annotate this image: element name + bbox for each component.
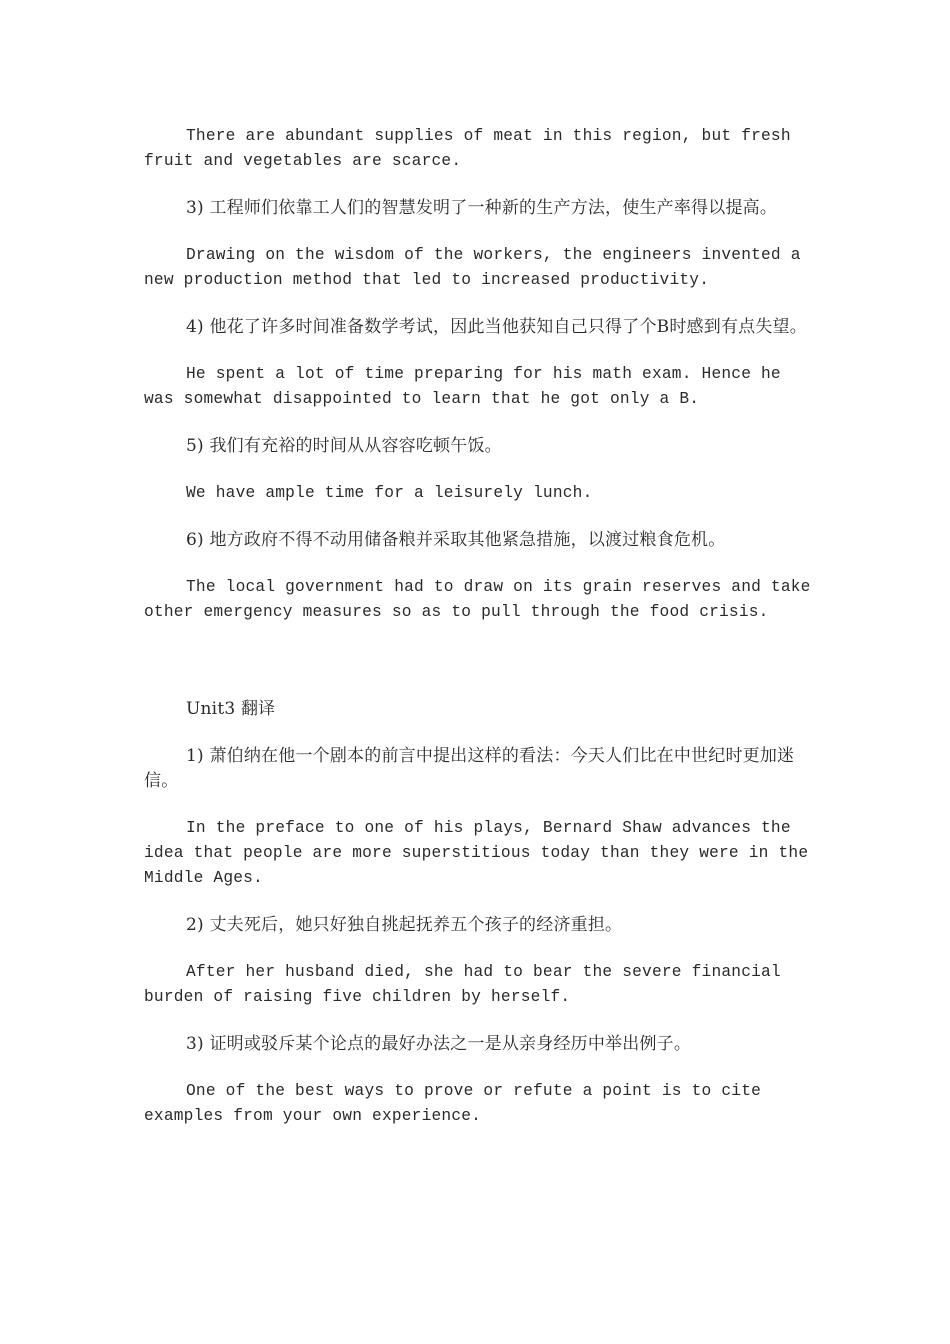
english-translation-paragraph: One of the best ways to prove or refute a point is to cite examples from your own experience. [144,1082,762,1125]
chinese-sentence-paragraph: 2) 丈夫死后，她只好独自挑起抚养五个孩子的经济重担。 [186,915,623,935]
section-heading: Unit3 翻译 [186,699,276,719]
chinese-sentence-paragraph: 4) 他花了许多时间准备数学考试，因此当他获知自己只得了个B时感到有点失望。 [186,317,807,337]
chinese-sentence-paragraph: 3) 工程师们依靠工人们的智慧发明了一种新的生产方法，使生产率得以提高。 [186,198,778,218]
english-translation-paragraph: The local government had to draw on its grain reserves and take other emergency measures so as to pull through the food crisis. [144,578,811,621]
english-translation-paragraph: In the preface to one of his plays, Bernard Shaw advances the idea that people are more superstitious today than they were in the Middle Ages. [144,819,809,887]
document-page [144,124,812,1129]
chinese-sentence-paragraph: 6) 地方政府不得不动用储备粮并采取其他紧急措施，以渡过粮食危机。 [186,530,726,550]
chinese-sentence-paragraph: 1) 萧伯纳在他一个剧本的前言中提出这样的看法：今天人们比在中世纪时更加迷信。 [144,746,795,791]
chinese-sentence-paragraph: 5) 我们有充裕的时间从从容容吃顿午饭。 [186,436,502,456]
english-translation-paragraph: There are abundant supplies of meat in this region, but fresh fruit and vegetables are scarce. [144,127,791,170]
english-translation-paragraph: Drawing on the wisdom of the workers, the engineers invented a new production method that led to increased productivity. [144,246,801,289]
english-translation-paragraph: We have ample time for a leisurely lunch. [186,484,593,502]
chinese-sentence-paragraph: 3) 证明或驳斥某个论点的最好办法之一是从亲身经历中举出例子。 [186,1034,692,1054]
english-translation-paragraph: He spent a lot of time preparing for his math exam. Hence he was somewhat disappointed to learn that he got only a B. [144,365,781,408]
english-translation-paragraph: After her husband died, she had to bear the severe financial burden of raising five children by herself. [144,963,781,1006]
